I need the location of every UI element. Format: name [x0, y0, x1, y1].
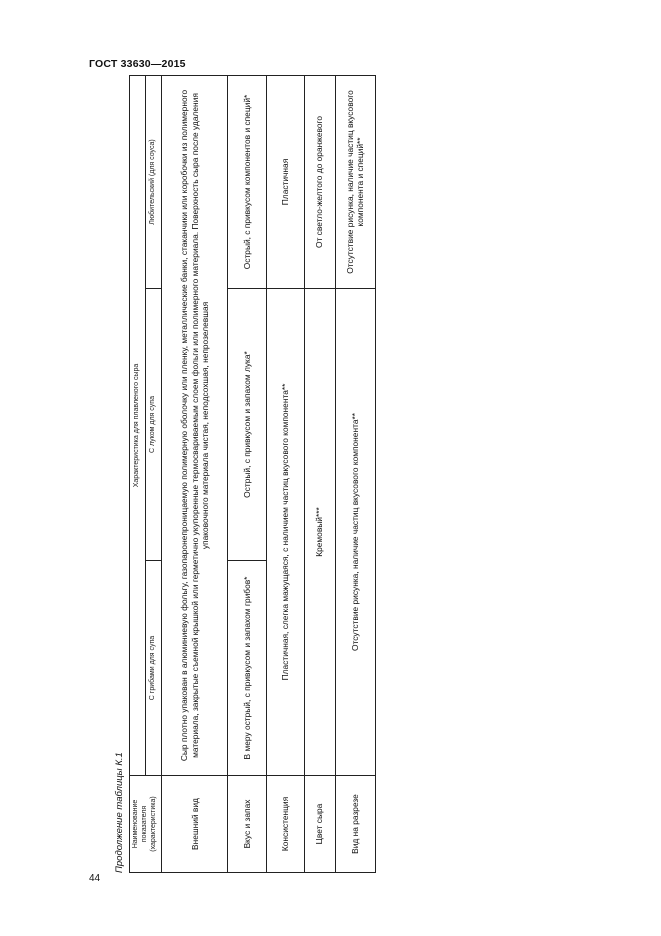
cross-section-merged-cell: Отсутствие рисунка, наличие частиц вкусового компонента**	[335, 289, 375, 776]
row-name-cross-section: Вид на разрезе	[335, 776, 375, 873]
header-group: Характеристика для плавленого сыра	[130, 75, 146, 775]
appearance-merged-cell: Сыр плотно упакован в алюминиевую фольгу, газопаронепроницаемую полимерную оболочку или пленку, металлические банки, стаканчики или коробочки из полимерного материала, закрытые съемной крышкой или герметично укупоренные термосвариваемым слоем фольги или полимерного материала. Поверхность сыра после удаления упаковочного материала чистая, неподсохшая, непрозелевшая	[162, 75, 228, 775]
taste-amateur-cell: Острый, с привкусом компонентов и специй*	[228, 75, 266, 288]
document-standard-header: ГОСТ 33630—2015	[89, 58, 186, 70]
header-sub-1: С грибами для супа	[146, 561, 162, 776]
page-number: 44	[89, 873, 101, 884]
row-name-consistency: Консистенция	[266, 776, 304, 873]
color-amateur-cell: От светло-желтого до оранжевого	[304, 75, 335, 288]
table-caption: Продолжение таблицы К.1	[114, 752, 125, 873]
row-name-appearance: Внешний вид	[162, 776, 228, 873]
table-row	[335, 75, 375, 872]
taste-onion-cell: Острый, с привкусом и запахом лука*	[228, 289, 266, 561]
table-row	[162, 75, 228, 872]
row-name-color: Цвет сыра	[304, 776, 335, 873]
header-indicator: Наименование показателя (характеристика)	[130, 776, 162, 873]
cross-section-amateur-cell: Отсутствие рисунка, наличие частиц вкусового компонента и специй**	[335, 75, 375, 288]
color-merged-cell: Кремовый***	[304, 289, 335, 776]
rotated-table-area	[114, 76, 661, 873]
characteristics-table	[129, 75, 376, 873]
row-name-taste: Вкус и запах	[228, 776, 266, 873]
header-sub-2: С луком для супа	[146, 289, 162, 561]
header-sub-3: Любительский (для соуса)	[146, 75, 162, 288]
consistency-merged-cell: Пластичная, слегка мажущаяся, с наличием частиц вкусового компонента**	[266, 289, 304, 776]
table-row	[304, 75, 335, 872]
consistency-amateur-cell: Пластичная	[266, 75, 304, 288]
taste-mushroom-cell: В меру острый, с привкусом и запахом грибов*	[228, 561, 266, 776]
table-row	[228, 75, 266, 872]
rotated-table-content	[114, 76, 374, 873]
table-row	[266, 75, 304, 872]
